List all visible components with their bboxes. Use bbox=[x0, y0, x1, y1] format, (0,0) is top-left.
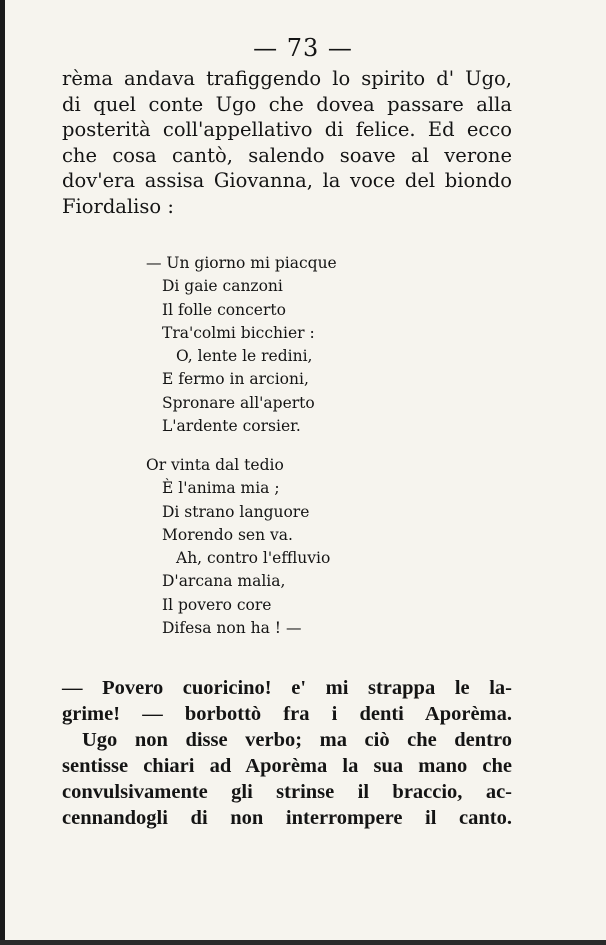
verse-line: È l'anima mia ; bbox=[162, 479, 280, 498]
text-line: posterità coll'appellativo di felice. Ed ecco bbox=[62, 118, 512, 141]
verse-line: Difesa non ha ! — bbox=[162, 619, 302, 638]
verse-line: Or vinta dal tedio bbox=[146, 456, 284, 474]
text-line: Fiordaliso : bbox=[62, 194, 174, 218]
verse-line: Tra'colmi bicchier : bbox=[162, 323, 315, 342]
prose-paragraph-top bbox=[62, 66, 512, 219]
verse-line: Di gaie canzoni bbox=[162, 277, 283, 296]
verse-line: Spronare all'aperto bbox=[162, 393, 315, 412]
text-line: grime! — borbottò fra i denti Aporèma. bbox=[62, 703, 512, 725]
verse-line: D'arcana malia, bbox=[162, 572, 286, 591]
verse-line: Il folle concerto bbox=[162, 300, 286, 319]
text-line: convulsivamente gli strinse il braccio, ac- bbox=[62, 781, 512, 803]
verse-line: Morendo sen va. bbox=[162, 525, 293, 544]
verse-line: E fermo in arcioni, bbox=[162, 370, 309, 389]
poem-stanza-2 bbox=[0, 454, 330, 640]
text-line: rèma andava trafiggendo lo spirito d' Ugo, bbox=[62, 67, 512, 90]
text-line: dov'era assisa Giovanna, la voce del biondo bbox=[62, 169, 512, 192]
text-line: che cosa cantò, salendo soave al verone bbox=[62, 143, 512, 167]
text-line: — Povero cuoricino! e' mi strappa le la- bbox=[62, 677, 512, 699]
verse-line: — Un giorno mi piacque bbox=[146, 254, 337, 272]
verse-line: Il povero core bbox=[162, 595, 272, 614]
verse-line: O, lente le redini, bbox=[176, 347, 313, 366]
text-line: cennandogli di non interrompere il canto. bbox=[62, 807, 512, 829]
prose-paragraph-bottom bbox=[62, 675, 512, 831]
text-line: Ugo non disse verbo; ma ciò che dentro bbox=[82, 729, 512, 751]
page-number: — 73 — bbox=[253, 34, 353, 62]
text-line: sentisse chiari ad Aporèma la sua mano che bbox=[62, 755, 512, 777]
page-bottom-edge bbox=[0, 940, 606, 945]
verse-line: Di strano languore bbox=[162, 502, 310, 521]
verse-line: Ah, contro l'effluvio bbox=[176, 549, 331, 568]
verse-line: L'ardente corsier. bbox=[162, 417, 301, 436]
text-line: di quel conte Ugo che dovea passare alla bbox=[62, 92, 512, 116]
poem-stanza-1 bbox=[0, 252, 337, 438]
